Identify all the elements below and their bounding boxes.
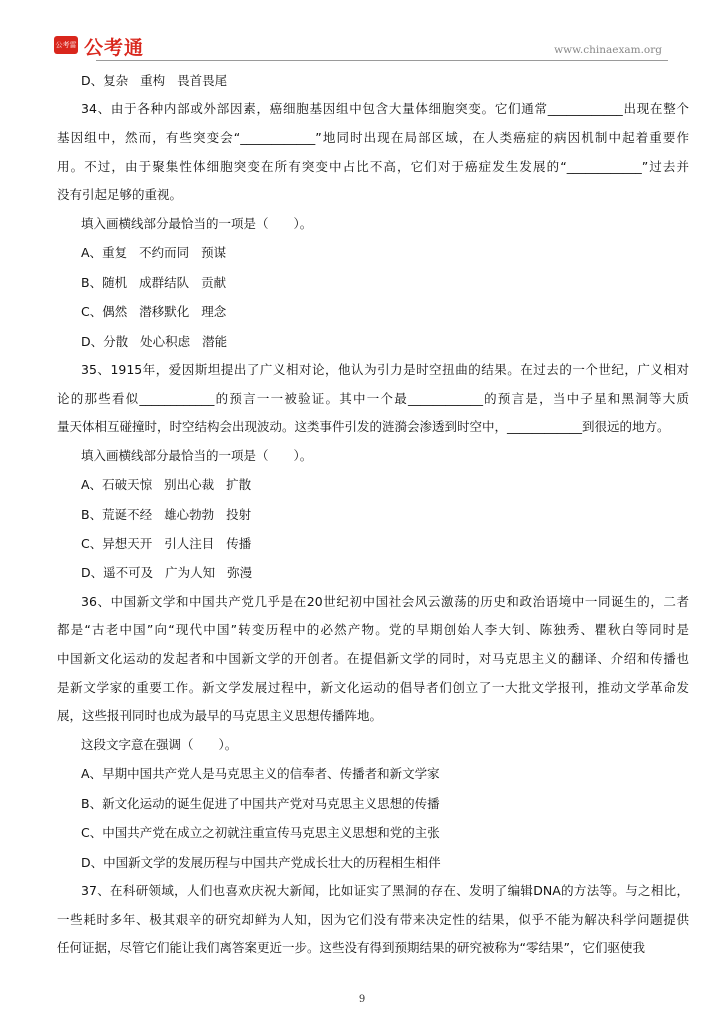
option-item: 传播 bbox=[226, 536, 252, 552]
answer-option bbox=[57, 238, 689, 267]
question-prompt: 填入画横线部分最恰当的一项是（ ）。 bbox=[81, 447, 313, 463]
option-label: D、 bbox=[81, 565, 104, 581]
option-item: 中国新文学的发展历程与中国共产党成长壮大的历程相生相伴 bbox=[103, 854, 441, 870]
option-item: 广为人知 bbox=[165, 565, 216, 581]
site-url: www.chinaexam.org bbox=[554, 44, 662, 56]
option-item: 理念 bbox=[201, 304, 227, 320]
option-item: 投射 bbox=[226, 506, 252, 522]
paragraph-line: 一些耗时多年、极其艰辛的研究却鲜为人知，因为它们没有带来决定性的结果，似乎不能为解决科学问题提供 bbox=[57, 911, 689, 927]
option-item: 早期中国共产党人是马克思主义的信奉者、传播者和新文学家 bbox=[102, 766, 440, 782]
answer-option bbox=[57, 268, 689, 297]
paragraph-line: 用。不过，由于聚集性体细胞突变在所有突变中占比不高，它们对于癌症发生发展的“____________”过去并 bbox=[57, 158, 689, 174]
page-header bbox=[40, 32, 680, 62]
option-label: B、 bbox=[81, 506, 103, 522]
option-label: A、 bbox=[81, 477, 103, 493]
option-item: 重复 bbox=[102, 245, 128, 261]
question-paragraph bbox=[57, 588, 689, 731]
answer-option bbox=[57, 848, 689, 877]
answer-option bbox=[57, 500, 689, 529]
option-item: 偶然 bbox=[102, 304, 128, 320]
option-item: 潜移默化 bbox=[139, 304, 190, 320]
question-prompt: 填入画横线部分最恰当的一项是（ ）。 bbox=[81, 215, 313, 231]
option-item: 异想天开 bbox=[102, 536, 153, 552]
answer-option bbox=[57, 327, 689, 356]
paragraph-line: 36、中国新文学和中国共产党几乎是在20世纪初中国社会风云激荡的历史和政治语境中一同诞生的，二者 bbox=[81, 593, 689, 609]
option-item: 石破天惊 bbox=[102, 477, 153, 493]
paragraph-line: 论的那些看似____________的预言一一被验证。其中一个最____________的预言是，当中子星和黑洞等大质 bbox=[57, 390, 689, 406]
question-paragraph bbox=[57, 95, 689, 209]
option-item: 遥不可及 bbox=[103, 565, 154, 581]
document-body bbox=[57, 66, 689, 963]
option-label: A、 bbox=[81, 245, 103, 261]
logo-text: 公考通 bbox=[84, 37, 145, 59]
answer-option bbox=[57, 558, 689, 587]
option-item: 重构 bbox=[140, 73, 166, 88]
page-number: 9 bbox=[358, 994, 366, 1005]
logo-badge: 公考雷 bbox=[54, 36, 78, 54]
option-item: 不约而同 bbox=[139, 245, 190, 261]
answer-option bbox=[57, 789, 689, 818]
option-item: 成群结队 bbox=[139, 274, 190, 290]
paragraph-line: 37、在科研领域，人们也喜欢庆祝大新闻，比如证实了黑洞的存在、发明了编辑DNA的方法等。与之相比， bbox=[81, 882, 689, 898]
option-item: 中国共产党在成立之初就注重宣传马克思主义思想和党的主张 bbox=[102, 825, 440, 841]
option-item: 复杂 bbox=[103, 73, 129, 88]
option-item: 弥漫 bbox=[227, 565, 253, 581]
option-item: 新文化运动的诞生促进了中国共产党对马克思主义思想的传播 bbox=[102, 795, 440, 811]
paragraph-line: 没有引起足够的重视。 bbox=[57, 187, 183, 203]
header-divider bbox=[96, 60, 668, 61]
option-item: 别出心裁 bbox=[164, 477, 215, 493]
paragraph-line: 中国新文化运动的发起者和中国新文学的开创者。在提倡新文学的同时，对马克思主义的翻译、介绍和传播也 bbox=[57, 651, 689, 667]
option-label: C、 bbox=[81, 304, 103, 320]
answer-option bbox=[57, 818, 689, 847]
answer-option bbox=[57, 759, 689, 788]
option-item: 预谋 bbox=[201, 245, 227, 261]
answer-option bbox=[57, 529, 689, 558]
option-item: 处心积虑 bbox=[140, 333, 191, 349]
option-item: 分散 bbox=[103, 333, 129, 349]
option-label: A、 bbox=[81, 766, 103, 782]
answer-option bbox=[57, 66, 689, 95]
paragraph-line: 基因组中，然而，有些突变会“____________”地同时出现在局部区域，在人类癌症的病因机制中起着重要作 bbox=[57, 129, 689, 145]
paragraph-line: 量天体相互碰撞时，时空结构会出现波动。这类事件引发的涟漪会渗透到时空中，____________到很远的地方。 bbox=[57, 419, 670, 435]
option-item: 雄心勃勃 bbox=[164, 506, 215, 522]
option-label: D、 bbox=[81, 73, 104, 88]
paragraph-line: 展，这些报刊同时也成为最早的马克思主义思想传播阵地。 bbox=[57, 708, 383, 724]
option-item: 畏首畏尾 bbox=[177, 73, 228, 88]
answer-option bbox=[57, 297, 689, 326]
option-item: 扩散 bbox=[226, 477, 252, 493]
option-item: 贡献 bbox=[201, 274, 227, 290]
paragraph-line: 35、1915年，爱因斯坦提出了广义相对论，他认为引力是时空扭曲的结果。在过去的一个世纪，广义相对 bbox=[81, 361, 689, 377]
option-label: C、 bbox=[81, 536, 103, 552]
option-label: B、 bbox=[81, 795, 103, 811]
option-item: 随机 bbox=[102, 274, 128, 290]
paragraph-line: 是新文学家的重要工作。新文学发展过程中，新文化运动的倡导者们创立了一大批文学报刊，推动文学革命发 bbox=[57, 679, 689, 695]
option-label: B、 bbox=[81, 274, 103, 290]
option-item: 荒诞不经 bbox=[102, 506, 153, 522]
paragraph-line: 任何证据，尽管它们能让我们离答案更近一步。这些没有得到预期结果的研究被称为“零结果”，它们驱使我 bbox=[57, 940, 645, 956]
option-label: D、 bbox=[81, 854, 104, 870]
paragraph-line: 都是“古老中国”向“现代中国”转变历程中的必然产物。党的早期创始人李大钊、陈独秀、瞿秋白等同时是 bbox=[57, 622, 689, 638]
option-item: 潜能 bbox=[202, 333, 228, 349]
option-label: D、 bbox=[81, 333, 104, 349]
question-paragraph bbox=[57, 877, 689, 963]
answer-option bbox=[57, 470, 689, 499]
paragraph-line: 34、由于各种内部或外部因素，癌细胞基因组中包含大量体细胞突变。它们通常____________出现在整个 bbox=[81, 101, 689, 117]
option-item: 引人注目 bbox=[164, 536, 215, 552]
option-label: C、 bbox=[81, 825, 103, 841]
question-prompt: 这段文字意在强调（ ）。 bbox=[81, 736, 238, 752]
question-paragraph bbox=[57, 356, 689, 442]
